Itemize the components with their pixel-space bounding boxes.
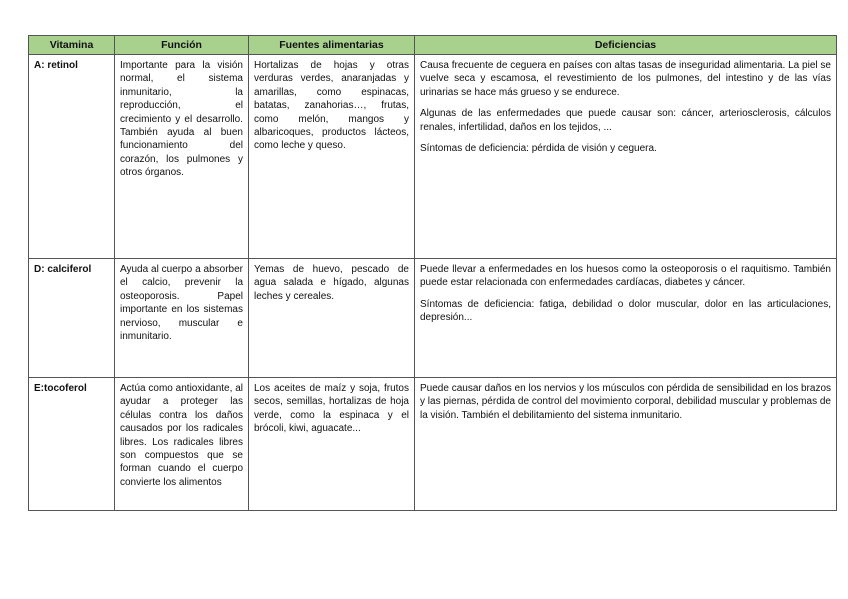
- table-row: [29, 55, 837, 259]
- function-cell: Actúa como antioxidante, al ayudar a proteger las células contra los daños causados por los radicales libres. Los radicales libres son compuestos que se forman cuando el cuerpo convierte los alimentos: [115, 378, 249, 511]
- table-row: [29, 378, 837, 511]
- deficiency-paragraph: Algunas de las enfermedades que puede causar son: cáncer, arteriosclerosis, cálculos renales, infertilidad, daños en los tejidos, ...: [420, 108, 831, 133]
- food-sources-cell: Yemas de huevo, pescado de agua salada e hígado, algunas leches y cereales.: [249, 259, 415, 378]
- deficiencies-cell: [415, 378, 837, 511]
- food-sources-cell: Hortalizas de hojas y otras verduras verdes, anaranjadas y amarillas, como espinacas, batatas, zanahorias…, frutas, como melón, mangos y albaricoques, productos lácteos, como leche y queso.: [249, 55, 415, 259]
- function-cell: Importante para la visión normal, el sistema inmunitario, la reproducción, el crecimiento y el desarrollo. También ayuda al buen funcionamiento del corazón, los pulmones y otros órganos.: [115, 55, 249, 259]
- function-cell: Ayuda al cuerpo a absorber el calcio, prevenir la osteoporosis. Papel importante en los sistemas nervioso, muscular e inmunitario.: [115, 259, 249, 378]
- table-row: [29, 259, 837, 378]
- deficiency-paragraph: Puede causar daños en los nervios y los músculos con pérdida de sensibilidad en los brazos y las piernas, pérdida de control del movimiento corporal, debilidad muscular y problemas de la visión. También el debilitamiento del sistema inmunitario.: [420, 383, 831, 421]
- table-header-row: [29, 36, 837, 55]
- deficiencies-cell: [415, 259, 837, 378]
- deficiencies-cell: [415, 55, 837, 259]
- deficiency-paragraph: Causa frecuente de ceguera en países con altas tasas de inseguridad alimentaria. La piel se vuelve seca y escamosa, el revestimiento de los pulmones, del intestino y de las vías urinarias se hace más grueso y se endurece.: [420, 60, 831, 98]
- header-funcion: Función: [115, 36, 249, 55]
- deficiency-paragraph: Síntomas de deficiencia: pérdida de visión y ceguera.: [420, 143, 657, 155]
- vitamins-table: [28, 35, 837, 511]
- vitamin-name-cell: D: calciferol: [29, 259, 115, 378]
- food-sources-cell: Los aceites de maíz y soja, frutos secos, semillas, hortalizas de hoja verde, como la espinaca y el brócoli, kiwi, aguacate...: [249, 378, 415, 511]
- header-fuentes: Fuentes alimentarias: [249, 36, 415, 55]
- header-deficiencias: Deficiencias: [415, 36, 837, 55]
- deficiency-paragraph: Puede llevar a enfermedades en los huesos como la osteoporosis o el raquitismo. También puede estar relacionada con enfermedades cardíacas, diabetes y cáncer.: [420, 264, 831, 289]
- vitamin-name-cell: E:tocoferol: [29, 378, 115, 511]
- deficiency-paragraph: Síntomas de deficiencia: fatiga, debilidad o dolor muscular, dolor en las articulaciones, depresión...: [420, 298, 831, 324]
- header-vitamina: Vitamina: [29, 36, 115, 55]
- vitamin-name-cell: A: retinol: [29, 55, 115, 259]
